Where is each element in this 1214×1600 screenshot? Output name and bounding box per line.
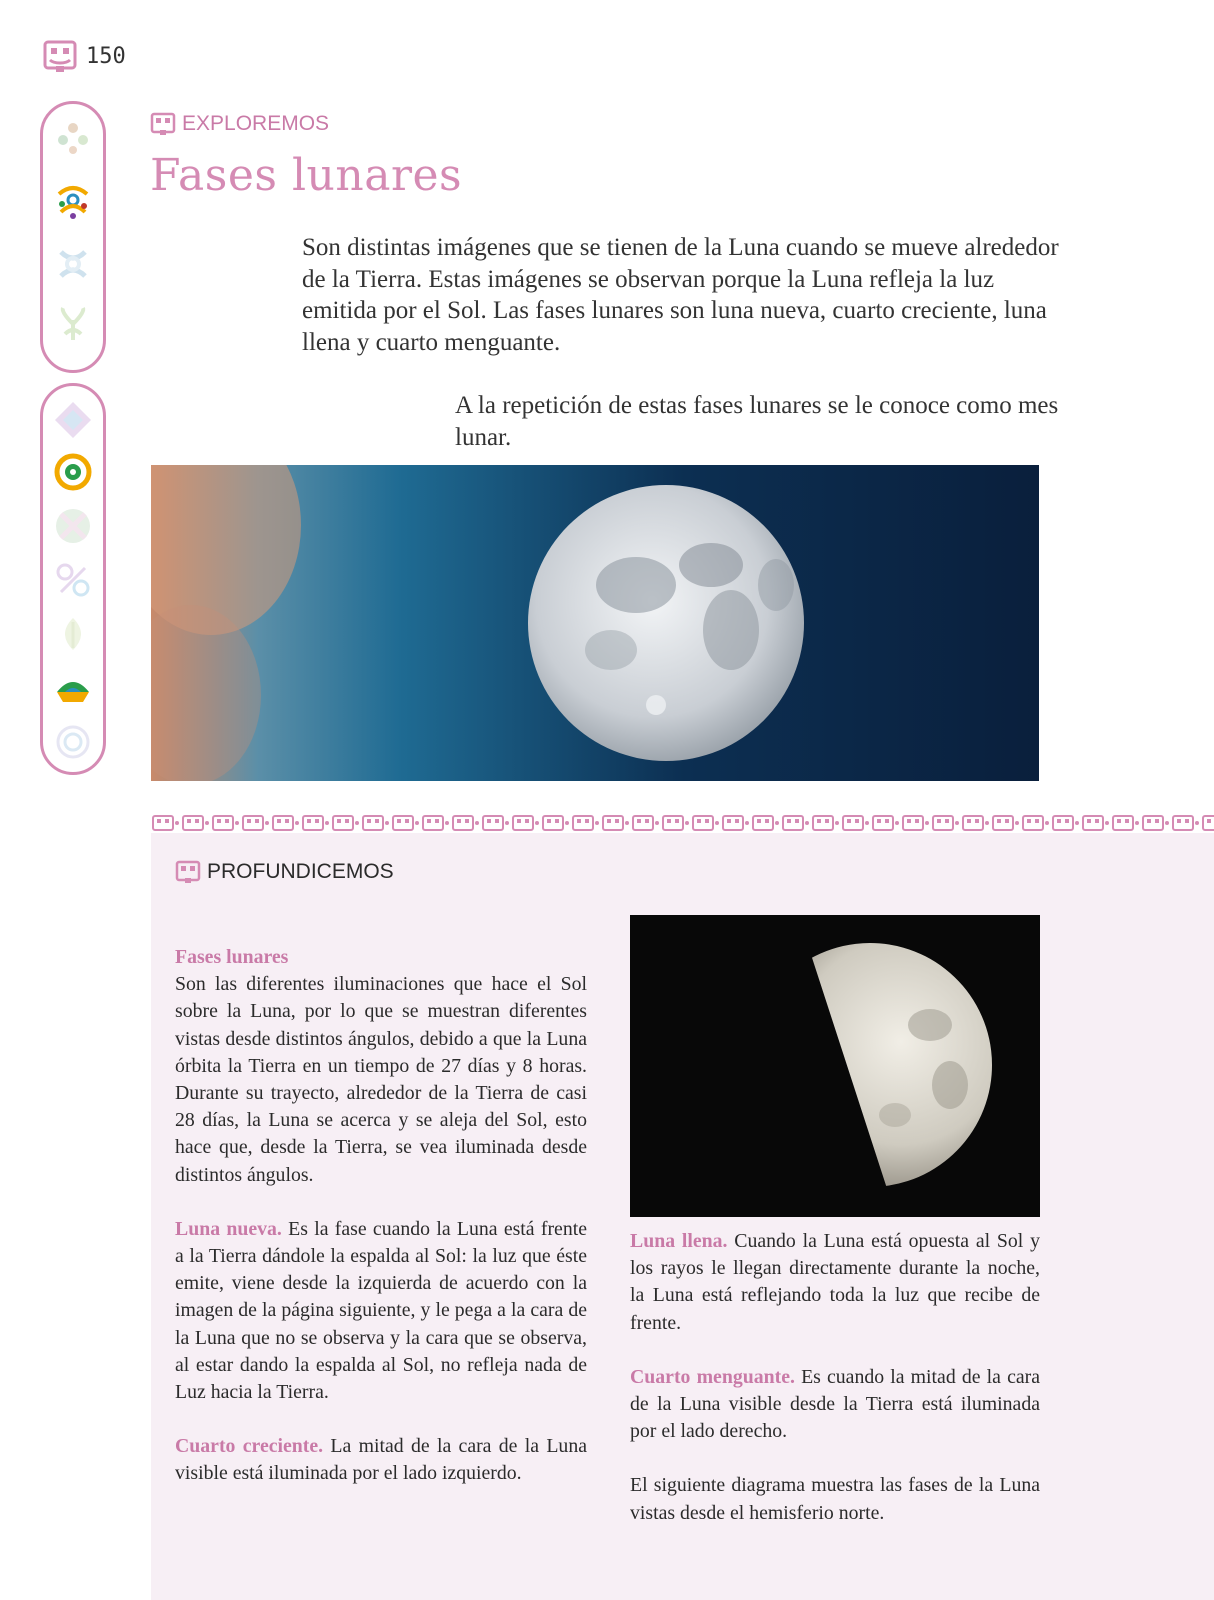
waxing-body: La mitad de la cara de la Luna visible está iluminada por el lado izquierdo. [175, 1435, 587, 1485]
quarter-moon-photo [630, 915, 1040, 1217]
new-moon-term: Luna nueva. [175, 1217, 282, 1240]
lunar-month-paragraph: A la repetición de estas fases lunares se le conoce como mes lunar. [455, 392, 1059, 451]
leaf-icon[interactable] [53, 614, 93, 654]
full-moon-paragraph [630, 1228, 1040, 1337]
target-ring-icon[interactable] [53, 452, 93, 492]
waxing-term: Cuarto creciente. [175, 1435, 324, 1458]
waning-term: Cuarto menguante. [630, 1365, 795, 1388]
left-column [175, 944, 587, 1515]
phases-heading: Fases lunares [175, 946, 289, 968]
waning-paragraph [630, 1364, 1040, 1446]
phases-definition [175, 944, 587, 1189]
new-moon-paragraph [175, 1216, 587, 1406]
right-column [630, 1228, 1040, 1554]
deepen-tag-label: PROFUNDICEMOS [207, 860, 394, 883]
page-number: 150 [86, 43, 126, 69]
aztec-glyph-icon [150, 112, 176, 136]
explore-tag-label: EXPLOREMOS [182, 112, 330, 135]
full-moon-term: Luna llena. [630, 1230, 728, 1252]
phases-body: Son las diferentes iluminaciones que hace el Sol sobre la Luna, por lo que se muestran diferentes vistas desde distintos ángulos, debido a que la Luna órbita la Tierra en un tiempo de 27 días y 8 horas. Durante su trayecto, alrededor de la Tierra de casi 28 días, la Luna se acerca y se aleja del Sol, esto hace que, desde la Tierra, se vea iluminada desde distintos ángulos. [175, 973, 587, 1186]
aztec-glyph-icon [42, 38, 78, 74]
full-moon-photo [151, 465, 1039, 781]
seed-icon[interactable] [53, 118, 93, 158]
percent-icon[interactable] [53, 560, 93, 600]
knot-icon[interactable] [53, 244, 93, 284]
diagram-note: El siguiente diagrama muestra las fases de la Luna vistas desde el hemisferio norte. [630, 1474, 1040, 1524]
page-header [42, 38, 126, 74]
spiral-icon[interactable] [53, 722, 93, 762]
decorative-pattern-strip [151, 813, 1214, 833]
fan-icon[interactable] [53, 668, 93, 708]
sidebar-subject-group-bottom [40, 383, 106, 775]
waning-body: Es cuando la mitad de la cara de la Luna visible desde la Tierra está iluminada por el lado derecho. [630, 1365, 1040, 1443]
intro-paragraph: Son distintas imágenes que se tienen de la Luna cuando se mueve alrededor de la Tierra. Estas imágenes se observan porque la Luna refleja la luz emitida por el Sol. Las fases lunares son luna nueva, cuarto creciente, luna llena y cuarto menguante. [302, 234, 1059, 356]
sidebar-subject-group-top [40, 101, 106, 373]
aztec-glyph-icon [175, 860, 201, 884]
sun-figure-icon[interactable] [53, 180, 93, 220]
page-title: Fases lunares [150, 150, 463, 201]
sprout-icon[interactable] [53, 304, 93, 344]
full-moon-body: Cuando la Luna está opuesta al Sol y los rayos le llegan directamente durante la noche, la Luna está reflejando toda la luz que recibe de frente. [630, 1230, 1040, 1334]
deepen-section-tag [175, 860, 394, 884]
new-moon-body: Es la fase cuando la Luna está frente a la Tierra dándole la espalda al Sol: la luz que éste emite, viene desde la izquierda de acuerdo con la imagen de la página siguiente, y le pega a la cara de la Luna que no se observa y la cara que se observa, al estar dando la espalda al Sol, no refleja nada de Luz hacia la Tierra. [175, 1217, 587, 1404]
waxing-paragraph [175, 1433, 587, 1487]
star-diamond-icon[interactable] [53, 400, 93, 440]
cross-circle-icon[interactable] [53, 506, 93, 546]
explore-section-tag [150, 112, 329, 136]
